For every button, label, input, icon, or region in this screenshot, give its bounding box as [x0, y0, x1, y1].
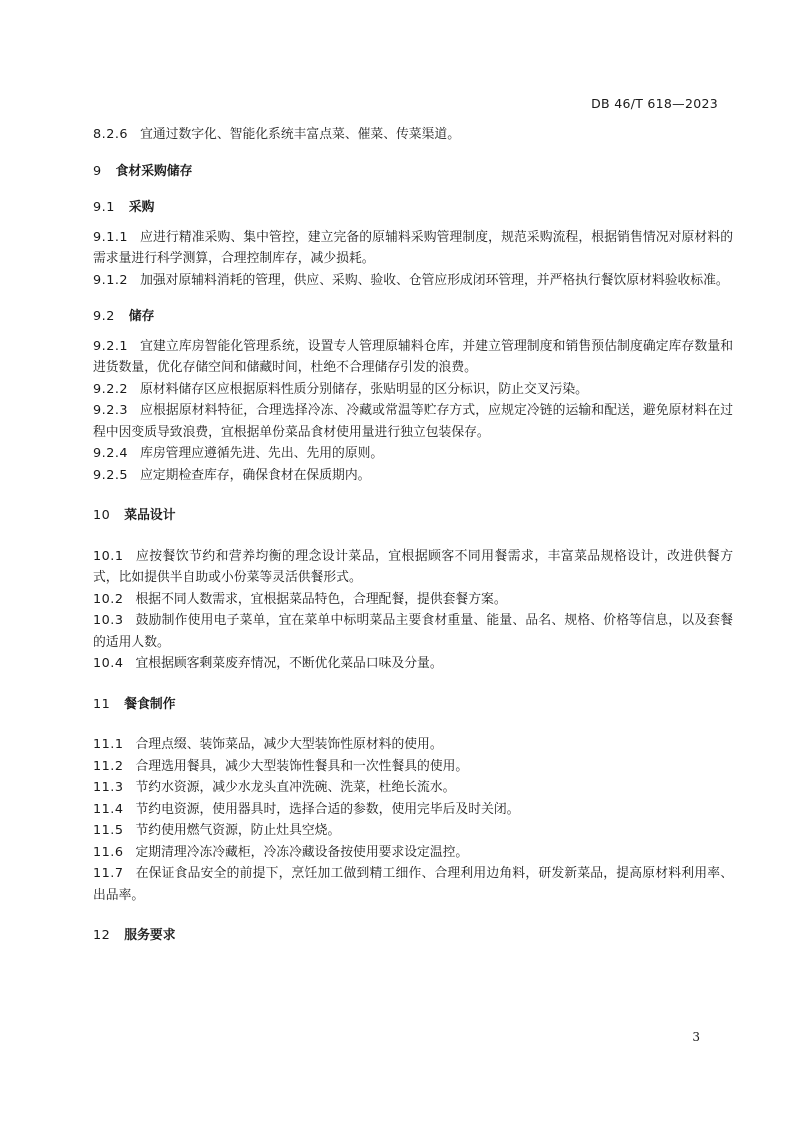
clause-number: 11.6	[93, 844, 124, 860]
heading-number: 12	[93, 928, 111, 943]
clause-text: 节约电资源，使用器具时，选择合适的参数，使用完毕后及时关闭。	[135, 801, 520, 817]
clause-number: 11.5	[93, 823, 124, 838]
clause-11-5	[93, 820, 733, 842]
clause-text: 合理选用餐具，减少大型装饰性餐具和一次性餐具的使用。	[135, 758, 469, 774]
clause-text: 应按餐饮节约和营养均衡的理念设计菜品，宜根据顾客不同用餐需求，丰富菜品规格设计，改进供餐方式，比如提供半自助或小份菜等灵活供餐形式。	[93, 548, 733, 585]
clause-9-1-1	[93, 227, 733, 270]
clause-11-2	[93, 756, 733, 778]
clause-11-6	[93, 842, 733, 864]
clause-text: 应进行精准采购、集中管控，建立完备的原辅料采购管理制度，规范采购流程，根据销售情况对原材料的需求量进行科学测算，合理控制库存，减少损耗。	[93, 229, 733, 266]
clause-text: 定期清理冷冻冷藏柜，冷冻冷藏设备按使用要求设定温控。	[135, 844, 469, 860]
clause-number: 10.3	[93, 613, 124, 628]
clause-text: 库房管理应遵循先进、先出、先用的原则。	[140, 446, 384, 461]
heading-9	[93, 161, 733, 183]
clause-text: 应定期检查库存，确保食材在保质期内。	[140, 467, 371, 483]
heading-9-2	[93, 306, 733, 328]
clause-number: 10.2	[93, 591, 124, 607]
clause-text: 节约使用燃气资源，防止灶具空烧。	[135, 823, 341, 838]
clause-text: 宜通过数字化、智能化系统丰富点菜、催菜、传菜渠道。	[140, 127, 460, 142]
clause-number: 10.1	[93, 548, 124, 564]
heading-number: 10	[93, 508, 111, 523]
clause-9-2-3	[93, 400, 733, 443]
clause-number: 11.7	[93, 866, 124, 881]
clause-10-1	[93, 546, 733, 589]
clause-text: 加强对原辅料消耗的管理，供应、采购、验收、仓管应形成闭环管理，并严格执行餐饮原材料验收标准。	[140, 272, 729, 288]
clause-text: 在保证食品安全的前提下，烹饪加工做到精工细作、合理利用边角料，研发新菜品，提高原材料利用率、出品率。	[93, 866, 733, 903]
clause-text: 合理点缀、装饰菜品，减少大型装饰性原材料的使用。	[135, 737, 443, 752]
heading-title: 餐食制作	[124, 696, 176, 712]
heading-title: 菜品设计	[124, 508, 176, 523]
heading-number: 9.1	[93, 200, 115, 215]
clause-number: 9.2.2	[93, 381, 129, 397]
clause-11-4	[93, 799, 733, 821]
clause-number: 9.2.1	[93, 338, 129, 354]
clause-number: 11.2	[93, 758, 124, 774]
heading-10	[93, 505, 733, 527]
clause-10-4	[93, 653, 733, 675]
clause-number: 9.2.4	[93, 446, 129, 461]
clause-10-2	[93, 589, 733, 611]
clause-text: 节约水资源，减少水龙头直冲洗碗、洗菜，杜绝长流水。	[135, 780, 456, 795]
heading-title: 服务要求	[124, 928, 176, 943]
clause-text: 宜根据顾客剩菜废弃情况，不断优化菜品口味及分量。	[135, 656, 443, 671]
clause-number: 9.2.3	[93, 403, 129, 418]
clause-11-7	[93, 863, 733, 906]
document-code: DB 46/T 618—2023	[591, 96, 718, 111]
clause-11-3	[93, 777, 733, 799]
page-number: 3	[692, 1030, 700, 1044]
clause-10-3	[93, 610, 733, 653]
clause-9-2-5	[93, 465, 733, 487]
clause-8-2-6	[93, 124, 733, 146]
heading-number: 9.2	[93, 309, 115, 324]
heading-title: 采购	[128, 200, 155, 215]
heading-title: 储存	[128, 309, 155, 324]
clause-number: 8.2.6	[93, 127, 129, 142]
clause-text: 应根据原材料特征，合理选择冷冻、冷藏或常温等贮存方式，应规定冷链的运输和配送，避免原材料在过程中因变质导致浪费，宜根据单份菜品食材使用量进行独立包装保存。	[93, 403, 733, 440]
clause-number: 11.3	[93, 780, 124, 795]
clause-9-2-1	[93, 336, 733, 379]
clause-number: 9.1.2	[93, 272, 129, 288]
heading-number: 11	[93, 696, 111, 712]
clause-number: 11.1	[93, 737, 124, 752]
heading-11	[93, 694, 733, 716]
clause-text: 鼓励制作使用电子菜单，宜在菜单中标明菜品主要食材重量、能量、品名、规格、价格等信息，以及套餐的适用人数。	[93, 613, 733, 650]
heading-title: 食材采购储存	[115, 163, 193, 179]
page-content	[93, 124, 733, 947]
heading-number: 9	[93, 163, 102, 179]
heading-12	[93, 925, 733, 947]
clause-9-2-2	[93, 379, 733, 401]
clause-text: 根据不同人数需求，宜根据菜品特色，合理配餐，提供套餐方案。	[135, 591, 507, 607]
clause-number: 10.4	[93, 656, 124, 671]
clause-number: 9.2.5	[93, 467, 129, 483]
clause-9-1-2	[93, 270, 733, 292]
clause-text: 原材料储存区应根据原料性质分别储存，张贴明显的区分标识，防止交叉污染。	[140, 381, 588, 397]
clause-11-1	[93, 734, 733, 756]
clause-number: 11.4	[93, 801, 124, 817]
heading-9-1	[93, 197, 733, 219]
clause-number: 9.1.1	[93, 229, 129, 245]
clause-9-2-4	[93, 443, 733, 465]
clause-text: 宜建立库房智能化管理系统，设置专人管理原辅料仓库，并建立管理制度和销售预估制度确定库存数量和进货数量，优化存储空间和储藏时间，杜绝不合理储存引发的浪费。	[93, 338, 733, 375]
